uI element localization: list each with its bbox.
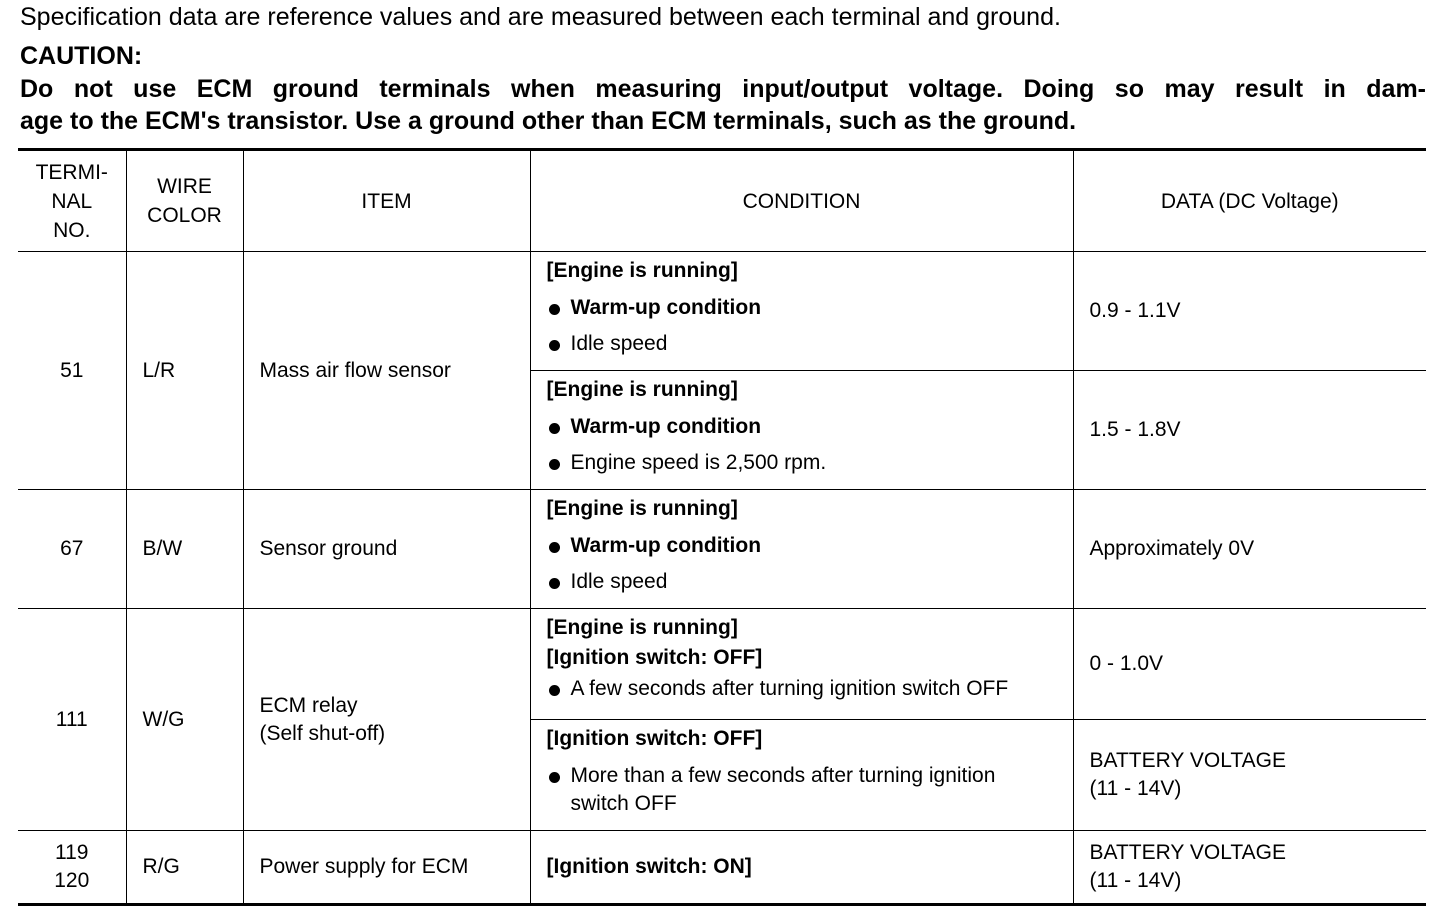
header-wire-color	[126, 150, 243, 252]
condition-cell	[530, 720, 1073, 831]
data-cell	[1073, 490, 1426, 609]
condition-title: [Engine is running]	[546, 259, 738, 282]
condition-bullet	[547, 413, 1059, 441]
condition-bullet-text: A few seconds after turning ignition switch OFF	[570, 677, 1009, 700]
condition-bullet-text: More than a few seconds after turning ignition switch OFF	[570, 764, 996, 815]
condition-cell	[530, 490, 1073, 609]
terminal-no-cell	[18, 490, 126, 609]
data-value: 0.9 - 1.1V	[1089, 299, 1181, 322]
wire-color-cell: B/W	[126, 490, 243, 609]
data-cell	[1073, 720, 1426, 831]
bullet-dot-icon	[549, 340, 560, 351]
condition-bullet	[547, 568, 1059, 596]
terminal-no-cell	[18, 252, 126, 490]
condition-bullet	[547, 294, 1059, 322]
data-value: Approximately 0V	[1089, 537, 1255, 560]
terminal-no: 120	[54, 869, 90, 892]
condition-bullet	[547, 449, 1059, 477]
item-text: ECM relay	[259, 693, 358, 717]
data-value: BATTERY VOLTAGE	[1089, 749, 1286, 772]
condition-bullet-text: Idle speed	[570, 332, 668, 355]
condition-title: [Ignition switch: OFF]	[546, 646, 763, 669]
terminal-no: 51	[60, 358, 84, 382]
data-cell	[1073, 831, 1426, 905]
bullet-dot-icon	[549, 459, 560, 470]
item-cell	[243, 490, 530, 609]
data-cell	[1073, 252, 1426, 371]
header-terminal-no	[18, 150, 126, 252]
condition-cell	[530, 831, 1073, 905]
header-terminal-line: NO.	[53, 218, 91, 242]
data-value: (11 - 14V)	[1089, 777, 1182, 800]
terminal-no: 67	[60, 537, 84, 560]
table-row	[18, 490, 1426, 609]
wire-color-cell: L/R	[126, 252, 243, 490]
table-body	[18, 252, 1426, 905]
data-value: 1.5 - 1.8V	[1089, 418, 1181, 441]
condition-title: [Ignition switch: OFF]	[546, 727, 763, 750]
header-data: DATA (DC Voltage)	[1073, 150, 1426, 252]
item-cell	[243, 252, 530, 490]
bullet-dot-icon	[549, 578, 560, 589]
condition-bullet	[547, 762, 1059, 818]
header-wire-line: WIRE	[157, 175, 212, 198]
condition-bullet-text: Warm-up condition	[570, 534, 762, 557]
bullet-dot-icon	[549, 304, 560, 315]
condition-bullet	[547, 330, 1059, 358]
intro-text: Specification data are reference values and are measured between each terminal and ground.	[20, 3, 1061, 31]
bullet-dot-icon	[549, 542, 560, 553]
item-text: Power supply for ECM	[259, 855, 469, 878]
item-text: (Self shut-off)	[259, 721, 386, 745]
item-text: Mass air flow sensor	[259, 358, 451, 382]
caution-line-1: Do not use ECM ground terminals when measuring input/output voltage. Doing so may result in dam-	[20, 75, 1426, 103]
item-cell	[243, 831, 530, 905]
data-cell	[1073, 609, 1426, 720]
table-row	[18, 831, 1426, 905]
item-cell	[243, 609, 530, 831]
condition-title: [Engine is running]	[546, 616, 738, 639]
data-value: BATTERY VOLTAGE	[1089, 841, 1286, 864]
table-row	[18, 252, 1426, 371]
condition-title: [Ignition switch: ON]	[546, 855, 752, 878]
condition-cell	[530, 252, 1073, 371]
caution-line-2: age to the ECM's transistor. Use a ground other than ECM terminals, such as the ground.	[20, 107, 1077, 135]
bullet-dot-icon	[549, 685, 560, 696]
condition-bullet-text: Warm-up condition	[570, 415, 762, 438]
header-terminal-line: NAL	[51, 189, 93, 213]
terminal-no: 119	[55, 841, 89, 864]
condition-bullet-text: Idle speed	[570, 570, 668, 593]
caution-title: CAUTION:	[20, 42, 143, 70]
table-row	[18, 609, 1426, 720]
wire-color-cell: W/G	[126, 609, 243, 831]
condition-bullet	[547, 532, 1059, 560]
data-value: 0 - 1.0V	[1089, 652, 1164, 675]
table-header-row	[18, 150, 1426, 252]
item-text: Sensor ground	[259, 537, 398, 560]
condition-bullet	[547, 675, 1059, 703]
condition-title: [Engine is running]	[546, 497, 738, 520]
header-terminal-line: TERMI-	[35, 160, 108, 184]
terminal-no: 111	[55, 707, 88, 731]
terminal-spec-table	[18, 148, 1426, 906]
bullet-dot-icon	[549, 772, 560, 783]
condition-title: [Engine is running]	[546, 378, 738, 401]
terminal-no-cell	[18, 831, 126, 905]
terminal-no-cell	[18, 609, 126, 831]
header-item: ITEM	[243, 150, 530, 252]
caution-text	[20, 73, 1426, 137]
header-wire-line: COLOR	[147, 204, 222, 227]
data-value: (11 - 14V)	[1089, 869, 1182, 892]
condition-bullet-text: Warm-up condition	[570, 296, 762, 319]
data-cell	[1073, 371, 1426, 490]
condition-cell	[530, 371, 1073, 490]
bullet-dot-icon	[549, 423, 560, 434]
condition-cell	[530, 609, 1073, 720]
header-condition: CONDITION	[530, 150, 1073, 252]
condition-bullet-text: Engine speed is 2,500 rpm.	[570, 451, 827, 474]
wire-color-cell: R/G	[126, 831, 243, 905]
